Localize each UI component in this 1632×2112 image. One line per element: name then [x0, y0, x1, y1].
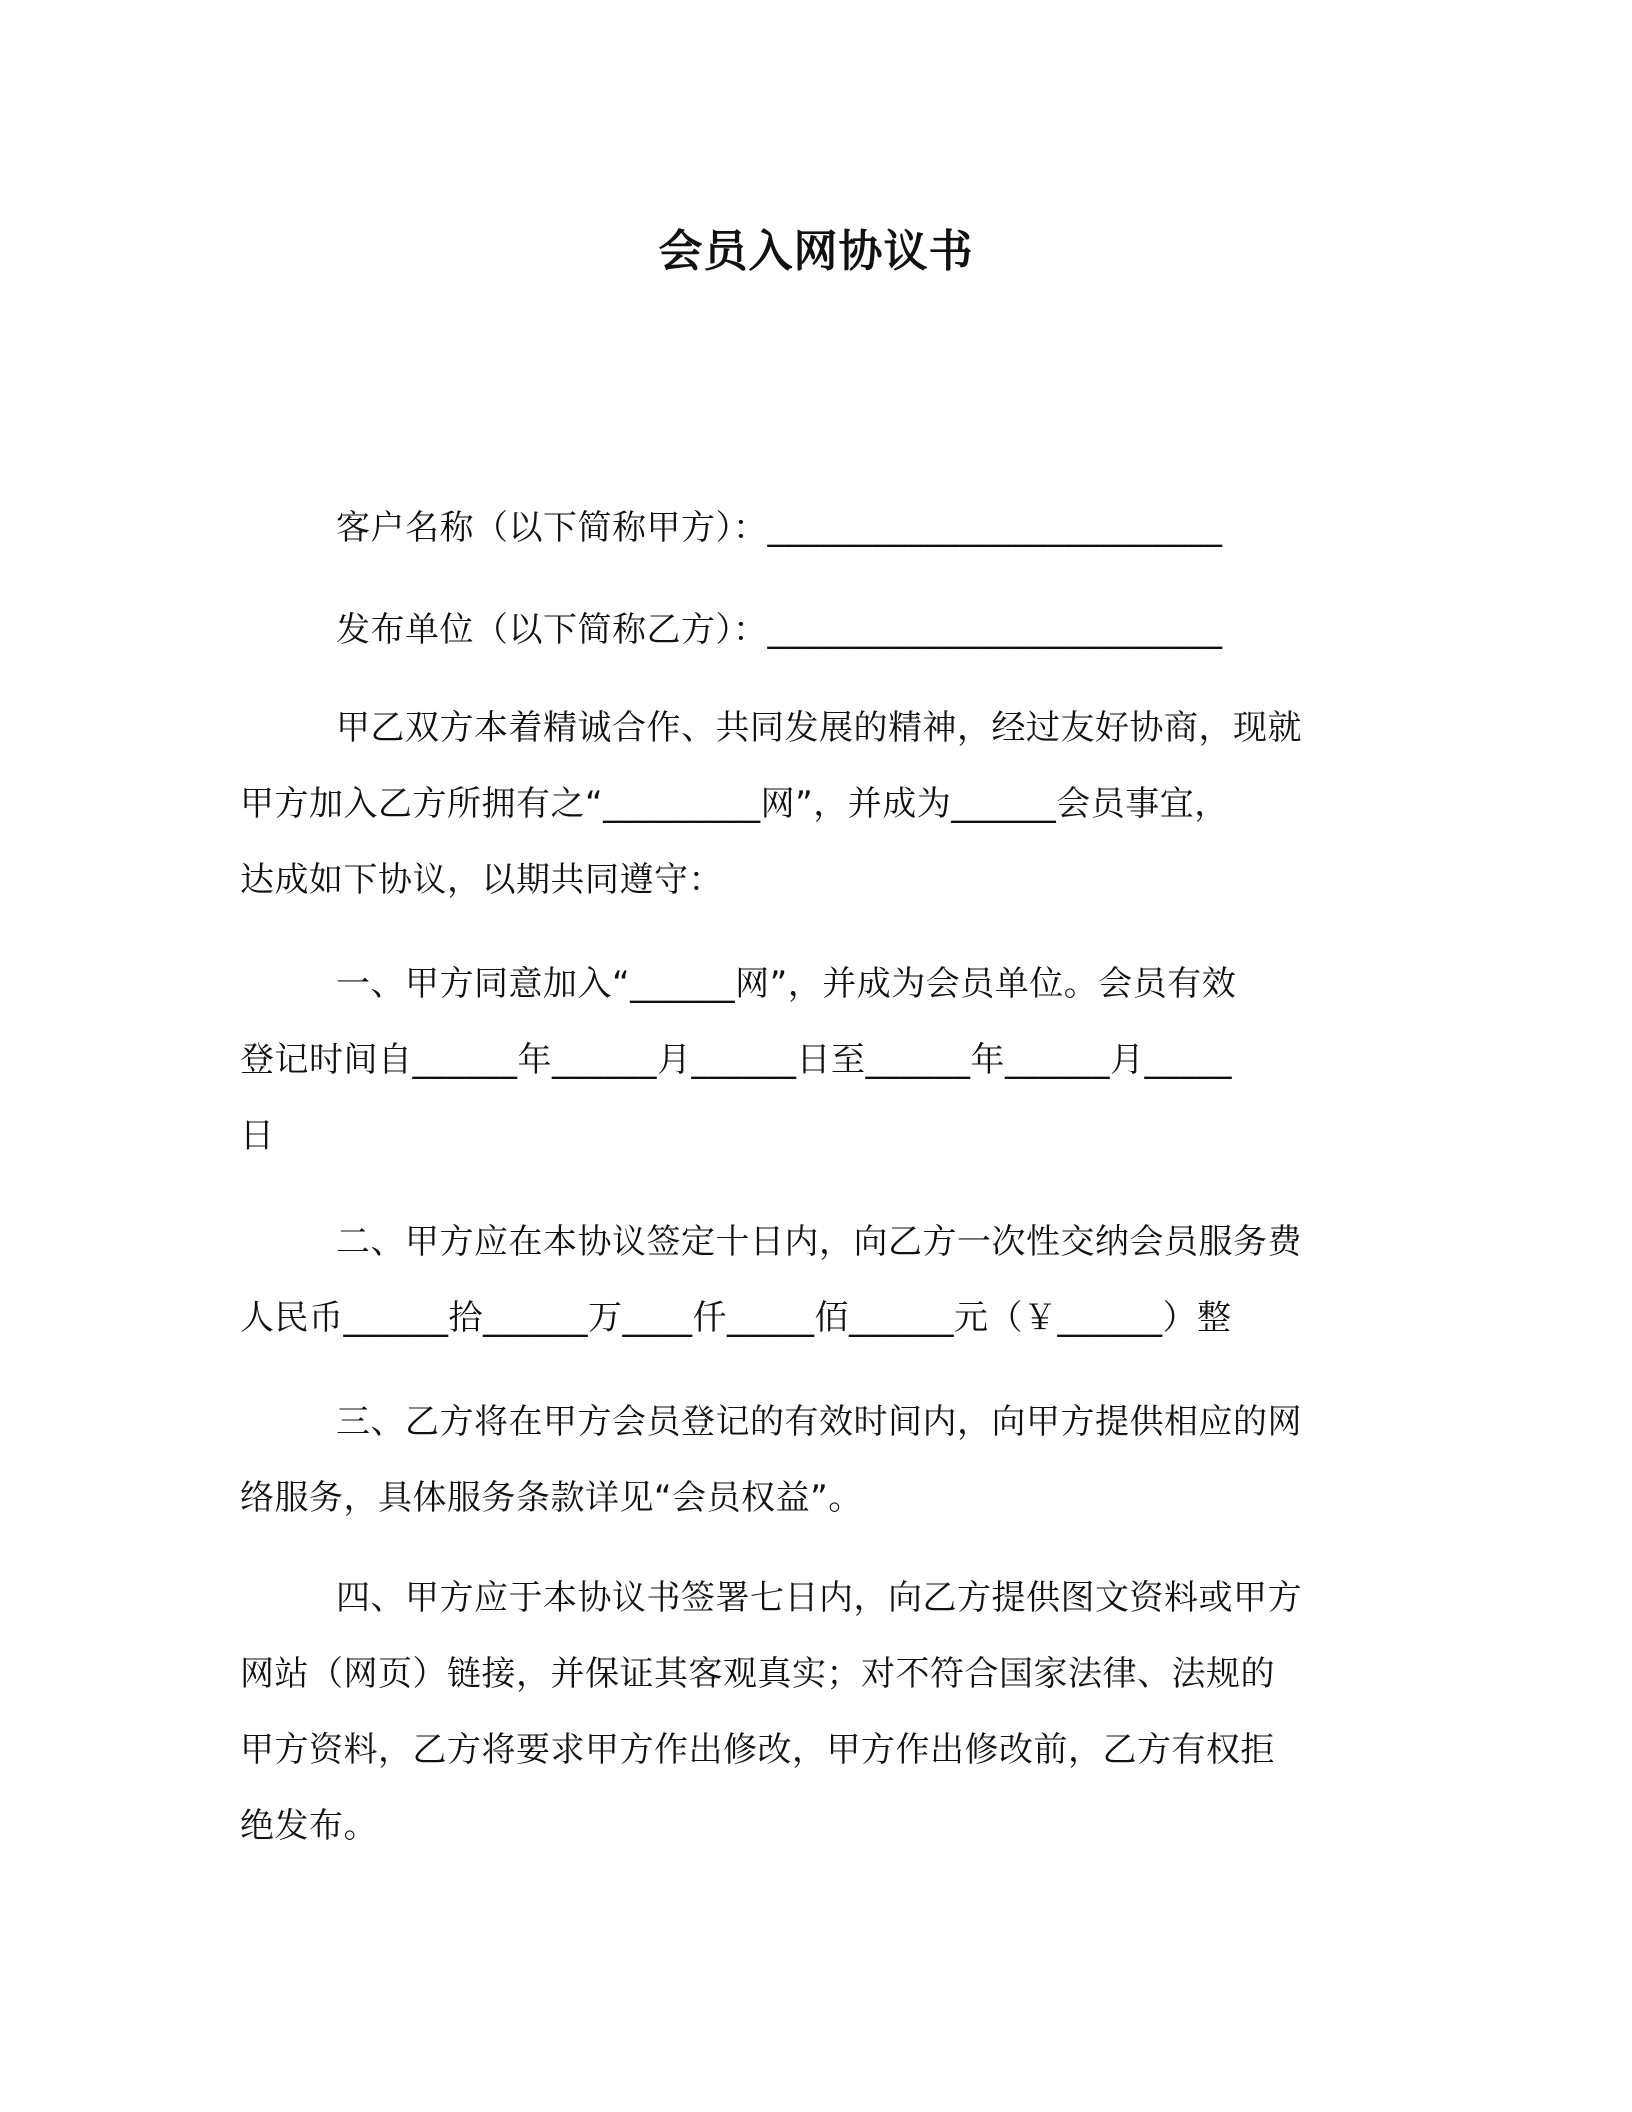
party-b-line: 发布单位（以下简称乙方）：__________________________: [336, 610, 1223, 650]
clause-2-line: 二、甲方应在本协议签定十日内，向乙方一次性交纳会员服务费: [336, 1222, 1302, 1262]
clause-1-paragraph: [240, 946, 1372, 1174]
clause-1-line: 登记时间自______年______月______日至______年______月_____: [240, 1040, 1232, 1080]
clause-3-line: 三、乙方将在甲方会员登记的有效时间内，向甲方提供相应的网: [336, 1402, 1302, 1442]
clause-4-line: 四、甲方应于本协议书签署七日内，向乙方提供图文资料或甲方: [336, 1578, 1302, 1618]
clause-3-paragraph: [240, 1384, 1372, 1536]
intro-paragraph: [240, 690, 1372, 918]
intro-line: 甲乙双方本着精诚合作、共同发展的精神，经过友好协商，现就: [336, 708, 1302, 748]
clause-1-line: 一、甲方同意加入“______网”，并成为会员单位。会员有效: [336, 964, 1237, 1004]
clause-3-line: 络服务，具体服务条款详见“会员权益”。: [240, 1478, 863, 1518]
clause-2-paragraph: [240, 1204, 1372, 1356]
clause-2-line: 人民币______拾______万____仟_____佰______元（￥______）整: [240, 1298, 1232, 1338]
document-title: 会员入网协议书: [658, 226, 974, 277]
clause-1-line: 日: [240, 1116, 275, 1156]
party-a-line: 客户名称（以下简称甲方）：__________________________: [336, 508, 1223, 548]
clause-4-paragraph: [240, 1560, 1372, 1864]
clause-4-line: 绝发布。: [240, 1806, 378, 1846]
clause-4-line: 网站（网页）链接，并保证其客观真实；对不符合国家法律、法规的: [240, 1654, 1275, 1694]
intro-line: 甲方加入乙方所拥有之“_________网”，并成为______会员事宜，: [240, 784, 1229, 824]
intro-line: 达成如下协议，以期共同遵守：: [240, 860, 723, 900]
clause-4-line: 甲方资料，乙方将要求甲方作出修改，甲方作出修改前，乙方有权拒: [240, 1730, 1275, 1770]
